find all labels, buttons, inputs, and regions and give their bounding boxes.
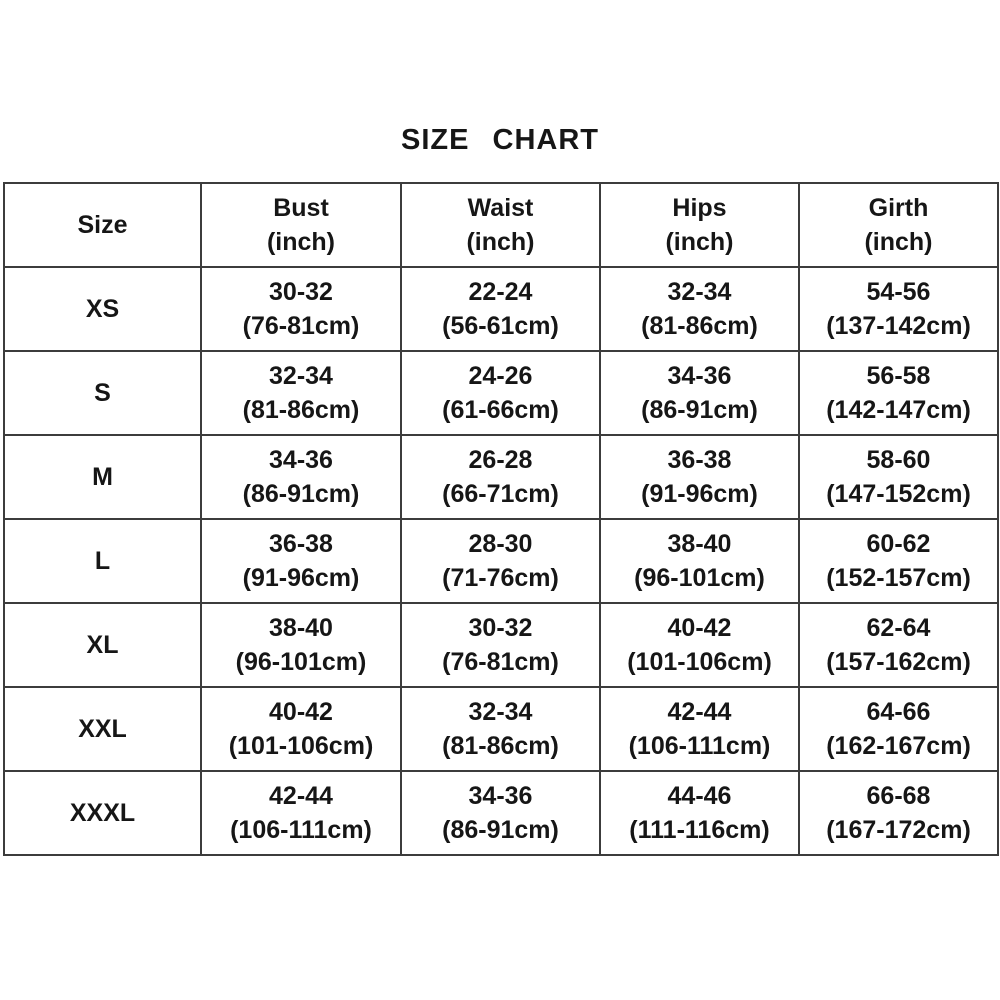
hips-cm-range: (106-111cm) bbox=[628, 732, 771, 760]
waist-inch-range: 22-24 bbox=[468, 278, 533, 306]
bust-inch-range: 40-42 bbox=[269, 698, 333, 726]
bust-cell bbox=[201, 351, 401, 435]
bust-cell bbox=[201, 603, 401, 687]
waist-cm-range: (81-86cm) bbox=[442, 732, 559, 760]
girth-cell bbox=[799, 771, 998, 855]
table-row bbox=[4, 771, 998, 855]
table-body bbox=[4, 267, 998, 855]
bust-cm-range: (91-96cm) bbox=[242, 564, 360, 592]
size-cell bbox=[4, 603, 201, 687]
table-header bbox=[4, 183, 998, 267]
bust-inch-range: 38-40 bbox=[269, 614, 333, 642]
waist-cm-range: (56-61cm) bbox=[442, 312, 559, 340]
girth-cell bbox=[799, 519, 998, 603]
waist-inch-range: 32-34 bbox=[468, 698, 533, 726]
girth-inch-range: 66-68 bbox=[866, 782, 931, 810]
waist-cell bbox=[401, 351, 600, 435]
header-hips bbox=[600, 183, 799, 267]
hips-cm-range: (111-116cm) bbox=[629, 816, 770, 844]
hips-cell bbox=[600, 603, 799, 687]
hips-inch-range: 40-42 bbox=[667, 614, 732, 642]
bust-cm-range: (76-81cm) bbox=[242, 312, 360, 340]
girth-cm-range: (142-147cm) bbox=[826, 396, 971, 424]
bust-cm-range: (81-86cm) bbox=[242, 396, 360, 424]
waist-inch-range: 30-32 bbox=[468, 614, 533, 642]
girth-cell bbox=[799, 267, 998, 351]
girth-cm-range: (157-162cm) bbox=[826, 648, 971, 676]
girth-inch-range: 54-56 bbox=[866, 278, 931, 306]
waist-cm-range: (86-91cm) bbox=[442, 816, 559, 844]
size-label: S bbox=[94, 379, 111, 407]
hips-inch-range: 32-34 bbox=[667, 278, 732, 306]
header-girth-unit: (inch) bbox=[864, 228, 933, 256]
size-cell bbox=[4, 267, 201, 351]
hips-cell bbox=[600, 267, 799, 351]
waist-cell bbox=[401, 603, 600, 687]
girth-cm-range: (152-157cm) bbox=[826, 564, 971, 592]
size-label: XS bbox=[85, 295, 120, 323]
girth-cell bbox=[799, 435, 998, 519]
table-row bbox=[4, 435, 998, 519]
waist-inch-range: 28-30 bbox=[468, 530, 533, 558]
hips-cm-range: (91-96cm) bbox=[641, 480, 758, 508]
girth-cm-range: (137-142cm) bbox=[826, 312, 971, 340]
header-girth-label: Girth bbox=[868, 194, 929, 222]
size-label: XXL bbox=[78, 715, 127, 743]
girth-inch-range: 60-62 bbox=[866, 530, 931, 558]
hips-cell bbox=[600, 351, 799, 435]
header-size bbox=[4, 183, 201, 267]
girth-inch-range: 64-66 bbox=[866, 698, 931, 726]
girth-cell bbox=[799, 603, 998, 687]
bust-cell bbox=[201, 687, 401, 771]
header-girth bbox=[799, 183, 998, 267]
bust-inch-range: 36-38 bbox=[269, 530, 333, 558]
header-hips-unit: (inch) bbox=[665, 228, 734, 256]
table-row bbox=[4, 519, 998, 603]
hips-cell bbox=[600, 519, 799, 603]
waist-cell bbox=[401, 519, 600, 603]
waist-cm-range: (76-81cm) bbox=[442, 648, 559, 676]
hips-cm-range: (96-101cm) bbox=[634, 564, 765, 592]
hips-cell bbox=[600, 435, 799, 519]
size-cell bbox=[4, 519, 201, 603]
size-label: XXXL bbox=[69, 799, 136, 827]
hips-inch-range: 36-38 bbox=[667, 446, 732, 474]
hips-inch-range: 42-44 bbox=[667, 698, 732, 726]
hips-cm-range: (101-106cm) bbox=[627, 648, 772, 676]
bust-inch-range: 34-36 bbox=[269, 446, 333, 474]
bust-cell bbox=[201, 435, 401, 519]
header-row bbox=[4, 183, 998, 267]
header-bust-label: Bust bbox=[273, 194, 329, 222]
bust-inch-range: 30-32 bbox=[269, 278, 333, 306]
bust-cm-range: (86-91cm) bbox=[242, 480, 360, 508]
waist-cell bbox=[401, 771, 600, 855]
table-row bbox=[4, 603, 998, 687]
girth-cell bbox=[799, 351, 998, 435]
waist-inch-range: 26-28 bbox=[468, 446, 533, 474]
waist-cell bbox=[401, 267, 600, 351]
hips-cm-range: (86-91cm) bbox=[641, 396, 758, 424]
page-title: SIZE CHART bbox=[401, 124, 599, 156]
size-cell bbox=[4, 771, 201, 855]
header-bust-unit: (inch) bbox=[266, 228, 336, 256]
bust-cm-range: (101-106cm) bbox=[228, 732, 374, 760]
size-label: M bbox=[92, 463, 113, 491]
waist-cell bbox=[401, 435, 600, 519]
bust-inch-range: 32-34 bbox=[269, 362, 333, 390]
girth-inch-range: 58-60 bbox=[866, 446, 931, 474]
girth-inch-range: 56-58 bbox=[866, 362, 931, 390]
size-label: L bbox=[94, 547, 111, 575]
table-row bbox=[4, 267, 998, 351]
bust-cell bbox=[201, 519, 401, 603]
hips-inch-range: 38-40 bbox=[667, 530, 732, 558]
hips-inch-range: 34-36 bbox=[667, 362, 732, 390]
table-row bbox=[4, 687, 998, 771]
size-cell bbox=[4, 351, 201, 435]
girth-cm-range: (162-167cm) bbox=[826, 732, 971, 760]
header-waist-label: Waist bbox=[467, 194, 534, 222]
hips-cell bbox=[600, 771, 799, 855]
hips-cell bbox=[600, 687, 799, 771]
waist-inch-range: 34-36 bbox=[468, 782, 533, 810]
header-hips-label: Hips bbox=[672, 194, 727, 222]
girth-cm-range: (147-152cm) bbox=[826, 480, 971, 508]
girth-cm-range: (167-172cm) bbox=[826, 816, 971, 844]
waist-cm-range: (66-71cm) bbox=[442, 480, 559, 508]
header-bust bbox=[201, 183, 401, 267]
table-row bbox=[4, 351, 998, 435]
size-cell bbox=[4, 687, 201, 771]
header-waist bbox=[401, 183, 600, 267]
girth-cell bbox=[799, 687, 998, 771]
waist-cm-range: (61-66cm) bbox=[442, 396, 559, 424]
header-waist-unit: (inch) bbox=[466, 228, 535, 256]
bust-cm-range: (96-101cm) bbox=[235, 648, 367, 676]
size-label: XL bbox=[86, 631, 119, 659]
waist-inch-range: 24-26 bbox=[468, 362, 533, 390]
bust-inch-range: 42-44 bbox=[269, 782, 333, 810]
size-cell bbox=[4, 435, 201, 519]
hips-cm-range: (81-86cm) bbox=[641, 312, 758, 340]
bust-cell bbox=[201, 267, 401, 351]
size-chart-table bbox=[3, 182, 999, 856]
bust-cell bbox=[201, 771, 401, 855]
header-size-label: Size bbox=[77, 211, 128, 239]
waist-cell bbox=[401, 687, 600, 771]
waist-cm-range: (71-76cm) bbox=[442, 564, 559, 592]
girth-inch-range: 62-64 bbox=[866, 614, 931, 642]
hips-inch-range: 44-46 bbox=[667, 782, 732, 810]
bust-cm-range: (106-111cm) bbox=[230, 816, 372, 844]
